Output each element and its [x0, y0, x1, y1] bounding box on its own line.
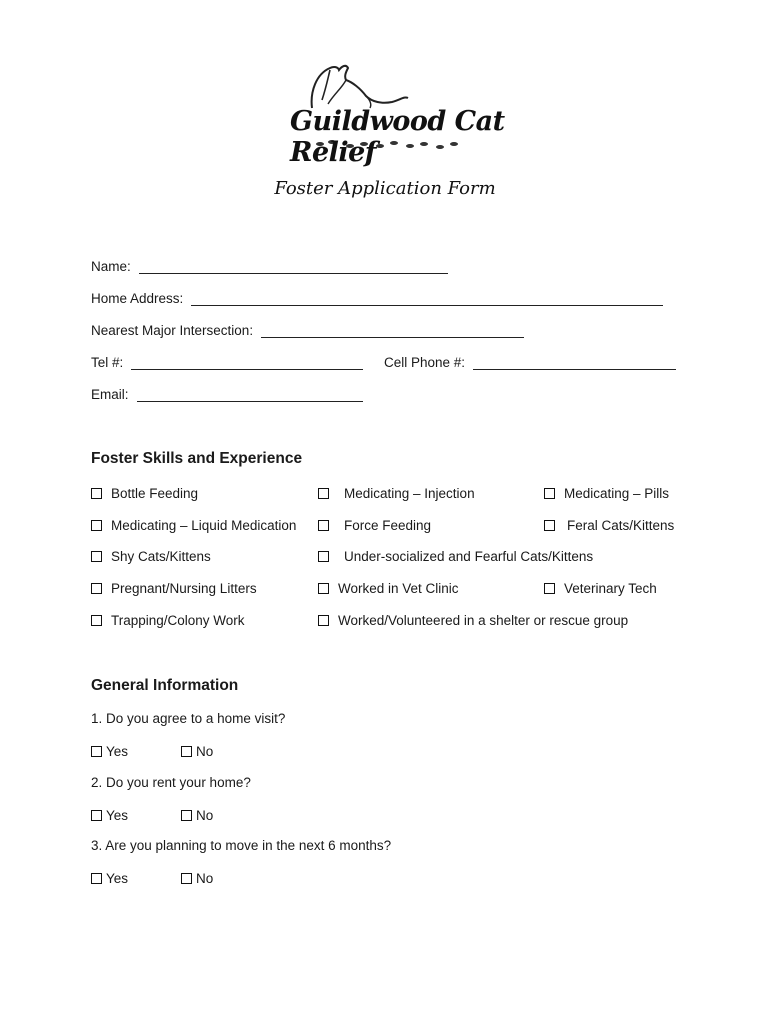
checkbox-icon[interactable] — [91, 488, 102, 499]
tel-field[interactable] — [91, 355, 363, 370]
checkbox-icon[interactable] — [91, 551, 102, 562]
general-info-heading: General Information — [91, 677, 239, 694]
email-field[interactable] — [91, 387, 363, 402]
moving-no-checkbox[interactable] — [181, 871, 213, 886]
checkbox-icon[interactable] — [181, 873, 192, 884]
form-title: Foster Application Form — [274, 178, 496, 199]
name-field[interactable] — [91, 259, 448, 274]
rent-no-checkbox[interactable] — [181, 808, 213, 823]
checkbox-icon[interactable] — [318, 488, 329, 499]
skill-label: Trapping/Colony Work — [111, 613, 245, 628]
skill-label: Medicating – Injection — [344, 486, 475, 501]
checkbox-icon[interactable] — [318, 520, 329, 531]
skill-label: Worked/Volunteered in a shelter or rescue group — [338, 613, 629, 628]
skill-label: Under-socialized and Fearful Cats/Kittens — [344, 549, 594, 564]
skills-heading: Foster Skills and Experience — [91, 450, 303, 467]
yes-label: Yes — [106, 808, 129, 823]
checkbox-icon[interactable] — [544, 583, 555, 594]
home-address-field[interactable] — [91, 291, 663, 306]
checkbox-icon[interactable] — [91, 746, 102, 757]
rent-yes-checkbox[interactable] — [91, 808, 128, 823]
no-label: No — [196, 871, 214, 886]
no-label: No — [196, 808, 214, 823]
skill-checkbox-bottle-feeding[interactable] — [91, 486, 198, 501]
home-address-input-line[interactable] — [191, 291, 663, 306]
skill-checkbox-force-feeding[interactable] — [318, 518, 431, 533]
email-label: Email: — [91, 387, 129, 402]
skill-label: Medicating – Pills — [564, 486, 670, 501]
home-address-label: Home Address: — [91, 291, 184, 306]
moving-yes-checkbox[interactable] — [91, 871, 128, 886]
cell-phone-input-line[interactable] — [473, 355, 676, 370]
checkbox-icon[interactable] — [91, 615, 102, 626]
tel-input-line[interactable] — [131, 355, 363, 370]
question-home-visit: 1. Do you agree to a home visit? — [91, 711, 286, 726]
skill-label: Force Feeding — [344, 518, 432, 533]
skill-checkbox-liquid-medication[interactable] — [91, 518, 296, 533]
checkbox-icon[interactable] — [91, 873, 102, 884]
name-label: Name: — [91, 259, 131, 274]
skill-checkbox-trapping[interactable] — [91, 613, 245, 628]
email-input-line[interactable] — [137, 387, 363, 402]
skill-checkbox-medicating-injection[interactable] — [318, 486, 475, 501]
checkbox-icon[interactable] — [318, 615, 329, 626]
skill-checkbox-feral-cats[interactable] — [544, 518, 674, 533]
question-rent-home: 2. Do you rent your home? — [91, 775, 251, 790]
skill-label: Worked in Vet Clinic — [338, 581, 459, 596]
skill-label: Pregnant/Nursing Litters — [111, 581, 257, 596]
checkbox-icon[interactable] — [181, 810, 192, 821]
skill-label: Medicating – Liquid Medication — [111, 518, 297, 533]
checkbox-icon[interactable] — [318, 583, 329, 594]
checkbox-icon[interactable] — [544, 520, 555, 531]
skill-checkbox-shy-cats[interactable] — [91, 549, 211, 564]
checkbox-icon[interactable] — [91, 810, 102, 821]
organization-logo — [272, 58, 507, 168]
checkbox-icon[interactable] — [181, 746, 192, 757]
name-input-line[interactable] — [139, 259, 448, 274]
cell-phone-field[interactable] — [384, 355, 676, 370]
yes-label: Yes — [106, 871, 129, 886]
tel-label: Tel #: — [91, 355, 124, 370]
cell-phone-label: Cell Phone #: — [384, 355, 466, 370]
question-moving: 3. Are you planning to move in the next 6 months? — [91, 838, 392, 853]
checkbox-icon[interactable] — [544, 488, 555, 499]
logo-wordmark: Guildwood Cat Relief — [290, 106, 505, 168]
intersection-field[interactable] — [91, 323, 524, 338]
checkbox-icon[interactable] — [91, 520, 102, 531]
home-visit-no-checkbox[interactable] — [181, 744, 213, 759]
skill-label: Veterinary Tech — [564, 581, 657, 596]
skill-checkbox-pregnant-nursing[interactable] — [91, 581, 257, 596]
intersection-label: Nearest Major Intersection: — [91, 323, 254, 338]
intersection-input-line[interactable] — [261, 323, 524, 338]
skill-label: Bottle Feeding — [111, 486, 199, 501]
checkbox-icon[interactable] — [91, 583, 102, 594]
no-label: No — [196, 744, 214, 759]
yes-label: Yes — [106, 744, 129, 759]
skill-label: Feral Cats/Kittens — [567, 518, 675, 533]
home-visit-yes-checkbox[interactable] — [91, 744, 128, 759]
skill-checkbox-under-socialized[interactable] — [318, 549, 593, 564]
skill-checkbox-medicating-pills[interactable] — [544, 486, 669, 501]
skill-checkbox-shelter-volunteer[interactable] — [318, 613, 628, 628]
checkbox-icon[interactable] — [318, 551, 329, 562]
skill-label: Shy Cats/Kittens — [111, 549, 211, 564]
skill-checkbox-veterinary-tech[interactable] — [544, 581, 657, 596]
skill-checkbox-vet-clinic[interactable] — [318, 581, 459, 596]
